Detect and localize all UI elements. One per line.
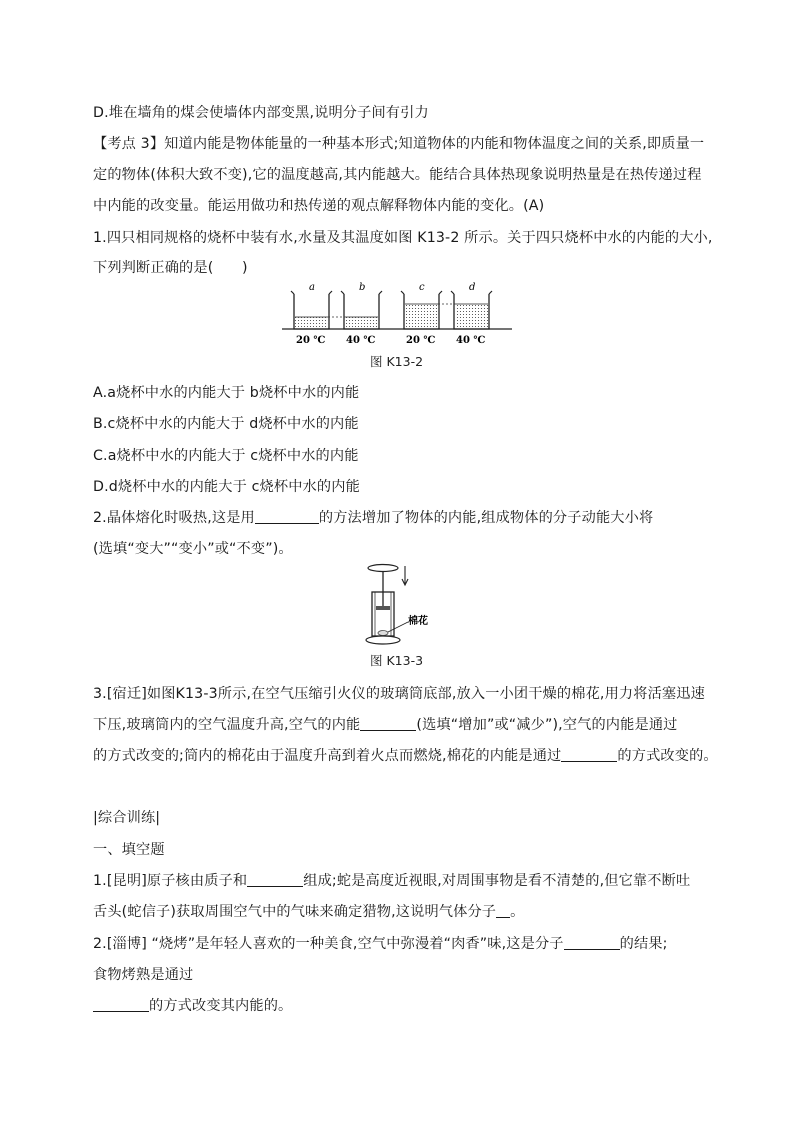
beaker-a xyxy=(291,291,332,329)
fill-2-line3 xyxy=(93,996,292,1016)
figure-k13-3-compression-igniter xyxy=(356,562,436,646)
question-1-line2: 下列判断正确的是( ) xyxy=(93,260,248,276)
option-b: B.c烧杯中水的内能大于 d烧杯中水的内能 xyxy=(93,416,359,432)
answer-blank[interactable] xyxy=(255,509,319,524)
option-d-prev-question: D.堆在墙角的煤会使墙体内部变黑,说明分子间有引力 xyxy=(93,105,429,121)
beaker-label-d: d xyxy=(469,282,476,293)
fill-2-line1 xyxy=(93,934,668,954)
question-1-line1: 1.四只相同规格的烧杯中装有水,水量及其温度如图 K13-2 所示。关于四只烧杯中水的内能的大小, xyxy=(93,230,713,246)
question-3-text-d: 的方式改变的。 xyxy=(617,748,718,764)
beaker-temp-a: 20 ℃ xyxy=(296,335,326,346)
beaker-label-c: c xyxy=(419,282,425,293)
fill-1-text-b: 组成;蛇是高度近视眼,对周围事物是看不清楚的,但它靠不断吐 xyxy=(303,873,691,889)
question-2-line2: (选填“变大”“变小”或“不变”)。 xyxy=(93,541,293,557)
beaker-label-a: a xyxy=(309,282,315,293)
figure-k13-2-caption: 图 K13-2 xyxy=(370,354,424,369)
key-point-3-line3: 中内能的改变量。能运用做功和热传递的观点解释物体内能的变化。(A) xyxy=(93,198,545,214)
fill-1-text-c: 舌头(蛇信子)获取周围空气中的气味来确定猎物,这说明气体分子 xyxy=(93,904,497,920)
key-point-3-line1: 【考点 3】知道内能是物体能量的一种基本形式;知道物体的内能和物体温度之间的关系,即质量一 xyxy=(93,136,705,152)
question-3-text-c: 的方式改变的;筒内的棉花由于温度升高到着火点而燃烧,棉花的内能是通过 xyxy=(93,748,562,764)
option-a: A.a烧杯中水的内能大于 b烧杯中水的内能 xyxy=(93,385,360,401)
question-3-line1: 3.[宿迁]如图K13-3所示,在空气压缩引火仪的玻璃筒底部,放入一小团干燥的棉花,用力将活塞迅速 xyxy=(93,686,705,702)
question-3-line2 xyxy=(93,715,678,735)
fill-1-line1 xyxy=(93,871,690,891)
piston-handle xyxy=(368,565,398,572)
fill-1-text-d: 。 xyxy=(510,904,525,920)
cotton-label: 棉花 xyxy=(408,616,428,627)
subsection-fill-in: 一、填空题 xyxy=(93,842,165,858)
cotton xyxy=(378,631,388,636)
section-heading: |综合训练| xyxy=(93,810,161,826)
fill-1-text-a: 1.[昆明]原子核由质子和 xyxy=(93,873,248,889)
answer-blank[interactable] xyxy=(564,935,620,950)
option-c: C.a烧杯中水的内能大于 c烧杯中水的内能 xyxy=(93,448,359,464)
fill-2-text-d: 的方式改变其内能的。 xyxy=(149,998,293,1014)
beaker-temp-b: 40 ℃ xyxy=(346,335,376,346)
fill-1-line2 xyxy=(93,902,525,922)
fill-2-text-b: 的结果; xyxy=(619,936,668,952)
fill-2-line2: 食物烤熟是通过 xyxy=(93,967,194,983)
figure-k13-2-beakers xyxy=(282,280,512,348)
answer-blank[interactable] xyxy=(360,716,416,731)
question-3-line3 xyxy=(93,746,718,766)
answer-blank[interactable] xyxy=(93,997,149,1012)
beaker-d xyxy=(451,291,492,329)
question-2-text-b: 的方法增加了物体的内能,组成物体的分子动能大小将 xyxy=(318,510,654,526)
option-d: D.d烧杯中水的内能大于 c烧杯中水的内能 xyxy=(93,479,360,495)
question-3-text-a: 下压,玻璃筒内的空气温度升高,空气的内能 xyxy=(93,717,361,733)
beaker-c xyxy=(401,291,442,329)
answer-blank[interactable] xyxy=(247,872,303,887)
answer-blank[interactable] xyxy=(496,903,510,918)
key-point-3-line2: 定的物体(体积大致不变),它的温度越高,其内能越大。能结合具体热现象说明热量是在热传递过程 xyxy=(93,167,702,183)
question-3-text-b: (选填“增加”或“减少”),空气的内能是通过 xyxy=(416,717,678,733)
answer-blank[interactable] xyxy=(561,747,617,762)
figure-k13-3-caption: 图 K13-3 xyxy=(370,653,424,668)
beaker-temp-c: 20 ℃ xyxy=(406,335,436,346)
beaker-temp-d: 40 ℃ xyxy=(456,335,486,346)
piston-head xyxy=(376,606,390,610)
beaker-label-b: b xyxy=(359,282,366,293)
question-2-text-a: 2.晶体熔化时吸热,这是用 xyxy=(93,510,255,526)
fill-2-text-a: 2.[淄博] “烧烤”是年轻人喜欢的一种美食,空气中弥漫着“肉香”味,这是分子 xyxy=(93,936,564,952)
base xyxy=(366,636,400,644)
beaker-b xyxy=(341,291,382,329)
question-2-line1 xyxy=(93,508,653,528)
